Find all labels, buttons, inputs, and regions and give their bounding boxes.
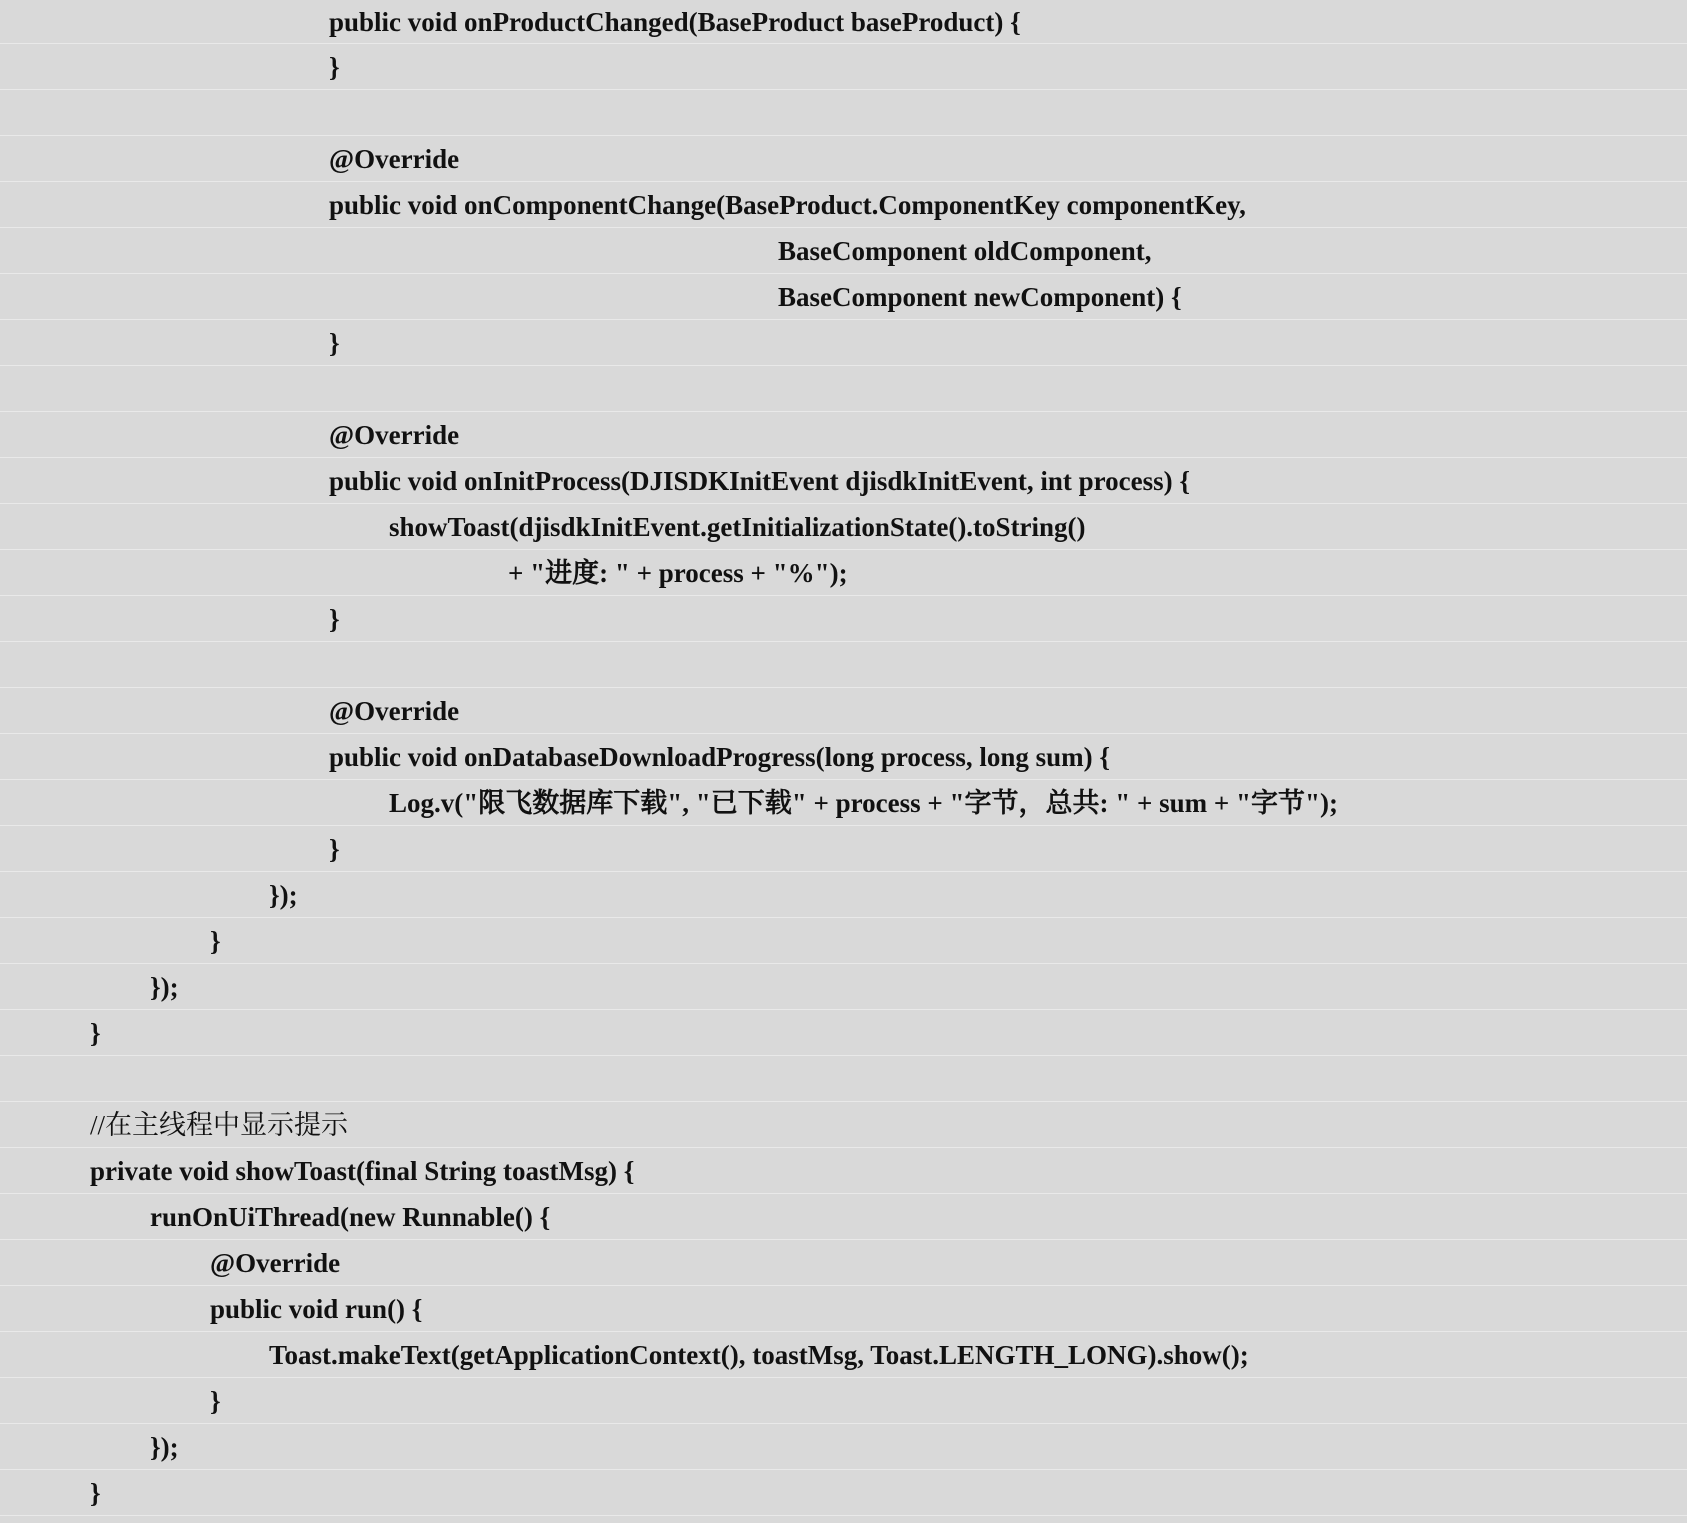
code-line: public void onDatabaseDownloadProgress(long process, long sum) {: [0, 734, 1687, 780]
code-line: runOnUiThread(new Runnable() {: [0, 1194, 1687, 1240]
code-line: }: [0, 320, 1687, 366]
code-line-blank: [0, 1056, 1687, 1102]
code-line: }: [0, 826, 1687, 872]
code-line: @Override: [0, 1240, 1687, 1286]
code-line: }: [0, 1378, 1687, 1424]
code-line: @Override: [0, 136, 1687, 182]
code-line: });: [0, 964, 1687, 1010]
code-line: BaseComponent oldComponent,: [0, 228, 1687, 274]
code-line: });: [0, 872, 1687, 918]
code-line: @Override: [0, 688, 1687, 734]
code-line: }: [0, 1010, 1687, 1056]
code-line: }: [0, 918, 1687, 964]
code-line: public void onProductChanged(BaseProduct baseProduct) {: [0, 0, 1687, 44]
code-line: }: [0, 596, 1687, 642]
code-line: public void onInitProcess(DJISDKInitEvent djisdkInitEvent, int process) {: [0, 458, 1687, 504]
code-line-blank: [0, 366, 1687, 412]
code-line: public void onComponentChange(BaseProduct.ComponentKey componentKey,: [0, 182, 1687, 228]
code-line: });: [0, 1424, 1687, 1470]
code-line: }: [0, 1470, 1687, 1516]
code-line: BaseComponent newComponent) {: [0, 274, 1687, 320]
code-line: public void run() {: [0, 1286, 1687, 1332]
code-line: Toast.makeText(getApplicationContext(), toastMsg, Toast.LENGTH_LONG).show();: [0, 1332, 1687, 1378]
code-line: Log.v("限飞数据库下载", "已下载" + process + "字节，总共: " + sum + "字节");: [0, 780, 1687, 826]
code-line: private void showToast(final String toastMsg) {: [0, 1148, 1687, 1194]
code-line: }: [0, 44, 1687, 90]
code-line: @Override: [0, 412, 1687, 458]
code-line: showToast(djisdkInitEvent.getInitializationState().toString(): [0, 504, 1687, 550]
code-line: + "进度: " + process + "%");: [0, 550, 1687, 596]
code-line-blank: [0, 90, 1687, 136]
code-comment: //在主线程中显示提示: [0, 1102, 1687, 1148]
code-line-blank: [0, 642, 1687, 688]
